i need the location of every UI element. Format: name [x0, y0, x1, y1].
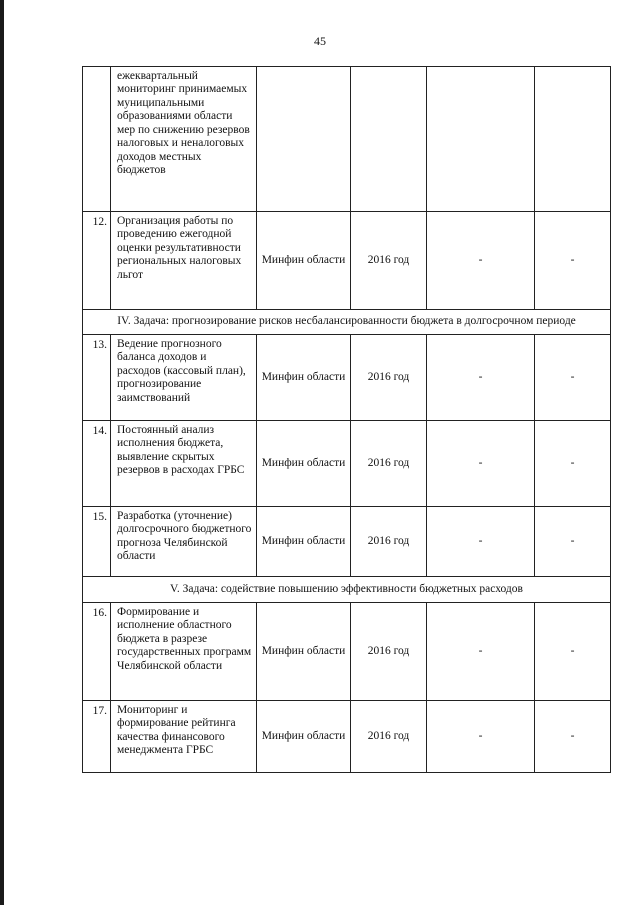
- measures-table-body: [83, 67, 611, 773]
- measure-executor: Минфин области: [257, 212, 351, 310]
- measure-description: Мониторинг и формирование рейтинга качества финансового менеджмента ГРБС: [111, 701, 257, 773]
- measure-col6: -: [535, 212, 611, 310]
- measure-term: 2016 год: [351, 421, 427, 507]
- measure-col5: -: [427, 212, 535, 310]
- measure-description: Формирование и исполнение областного бюджета в разрезе государственных программ Челябинской области: [111, 603, 257, 701]
- row-number: 16.: [83, 603, 111, 701]
- row-number: [83, 67, 111, 212]
- measure-description: Организация работы по проведению ежегодной оценки результативности региональных налоговых льгот: [111, 212, 257, 310]
- measure-executor: Минфин области: [257, 701, 351, 773]
- measure-description: ежеквартальный мониторинг принимаемых муниципальными образованиями области мер по снижению резервов налоговых и неналоговых доходов местных бюджетов: [111, 67, 257, 212]
- measure-term: [351, 67, 427, 212]
- measure-col5: -: [427, 335, 535, 421]
- section-heading: V. Задача: содействие повышению эффективности бюджетных расходов: [83, 577, 611, 603]
- row-number: 17.: [83, 701, 111, 773]
- measure-col5: [427, 67, 535, 212]
- table-row: [83, 67, 611, 212]
- table-row: [83, 212, 611, 310]
- measure-col5: -: [427, 507, 535, 577]
- section-row: [83, 310, 611, 335]
- measure-col5: -: [427, 421, 535, 507]
- measure-col6: -: [535, 701, 611, 773]
- measure-executor: Минфин области: [257, 507, 351, 577]
- table-row: [83, 603, 611, 701]
- measure-col5: -: [427, 701, 535, 773]
- scan-edge: [0, 0, 4, 905]
- measure-col6: -: [535, 603, 611, 701]
- measure-term: 2016 год: [351, 507, 427, 577]
- row-number: 14.: [83, 421, 111, 507]
- measures-table: [82, 66, 611, 773]
- measure-col5: -: [427, 603, 535, 701]
- measure-term: 2016 год: [351, 335, 427, 421]
- measure-description: Разработка (уточнение) долгосрочного бюджетного прогноза Челябинской области: [111, 507, 257, 577]
- measure-description: Постоянный анализ исполнения бюджета, выявление скрытых резервов в расходах ГРБС: [111, 421, 257, 507]
- table-row: [83, 335, 611, 421]
- section-row: [83, 577, 611, 603]
- row-number: 13.: [83, 335, 111, 421]
- measure-term: 2016 год: [351, 212, 427, 310]
- table-row: [83, 701, 611, 773]
- measure-term: 2016 год: [351, 701, 427, 773]
- row-number: 12.: [83, 212, 111, 310]
- measure-executor: Минфин области: [257, 603, 351, 701]
- table-row: [83, 507, 611, 577]
- measure-executor: Минфин области: [257, 421, 351, 507]
- measure-col6: -: [535, 507, 611, 577]
- measure-col6: -: [535, 421, 611, 507]
- measure-col6: [535, 67, 611, 212]
- table-row: [83, 421, 611, 507]
- measure-executor: [257, 67, 351, 212]
- measure-executor: Минфин области: [257, 335, 351, 421]
- measure-col6: -: [535, 335, 611, 421]
- measure-term: 2016 год: [351, 603, 427, 701]
- row-number: 15.: [83, 507, 111, 577]
- measure-description: Ведение прогнозного баланса доходов и расходов (кассовый план), прогнозирование заимствований: [111, 335, 257, 421]
- section-heading: IV. Задача: прогнозирование рисков несбалансированности бюджета в долгосрочном периоде: [83, 310, 611, 335]
- page-number: 45: [314, 34, 326, 48]
